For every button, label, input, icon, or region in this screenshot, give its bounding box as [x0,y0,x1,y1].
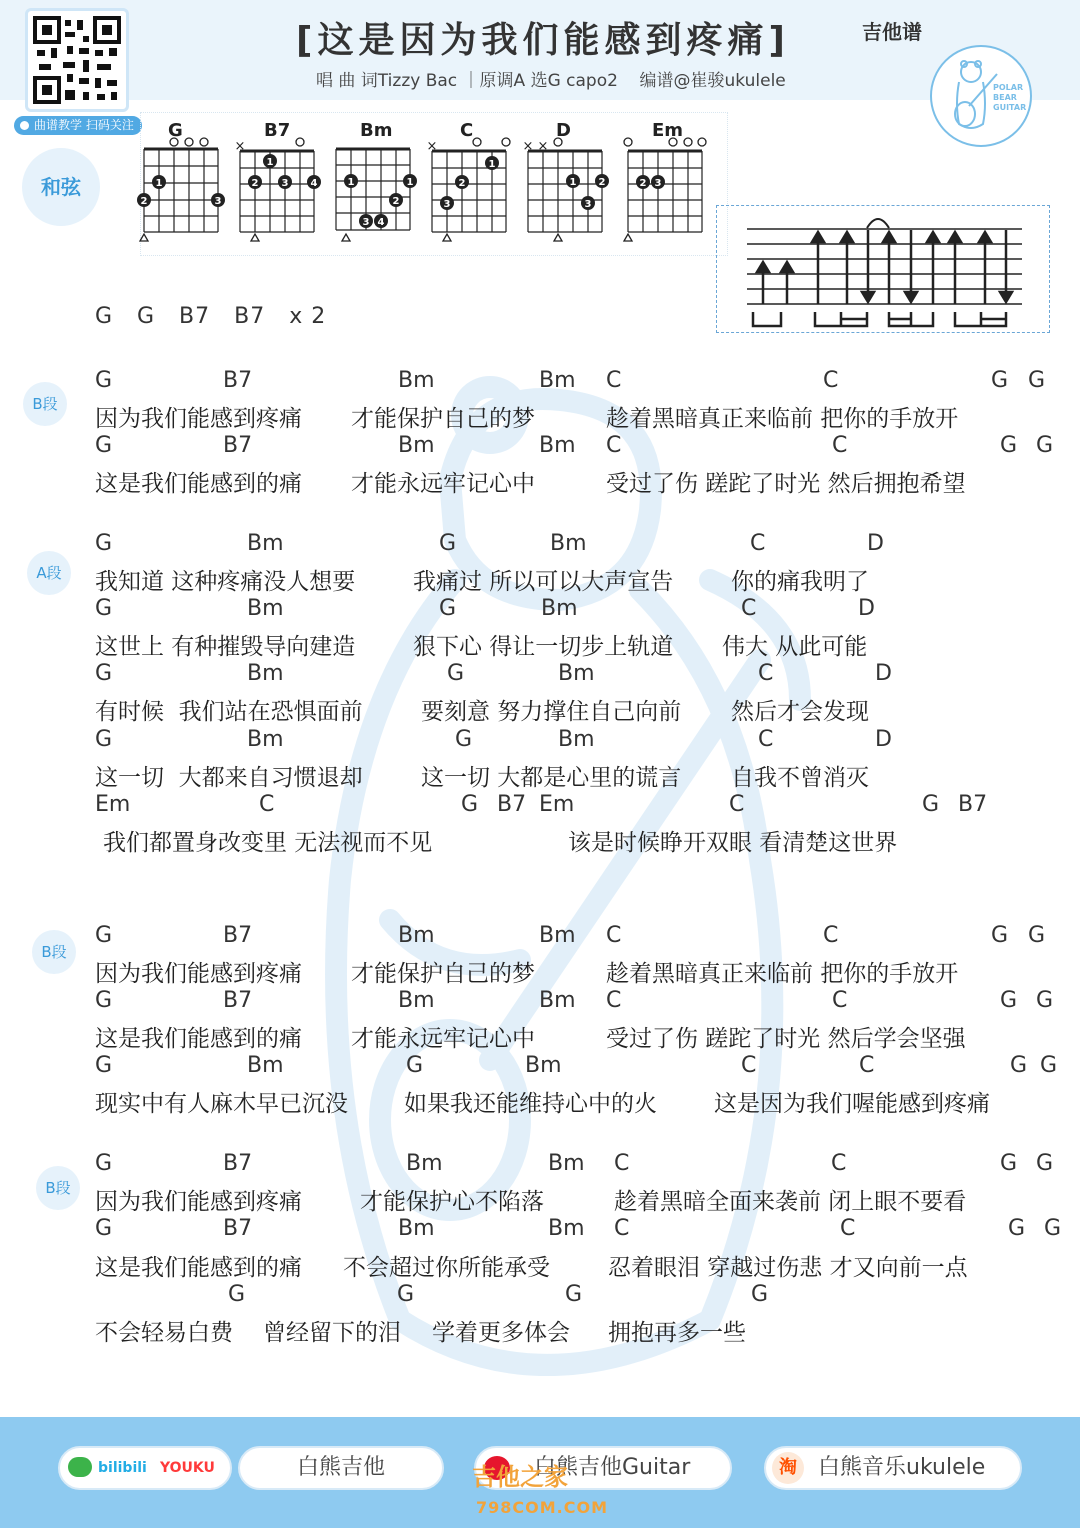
chord-line [0,988,1080,1018]
chord-symbol: Em [539,792,575,817]
lyric-phrase: 要刻意 努力撑住自己向前 [421,699,682,725]
chord-symbol: G [95,433,113,458]
svg-text:3: 3 [281,178,289,189]
chord-name-b7: B7 [264,120,291,141]
chord-symbol: C [859,1053,875,1078]
chord-symbol: G [1010,1053,1028,1078]
chord-symbol: D [867,531,884,556]
svg-text:3: 3 [584,199,592,210]
lyric-phrase: 忍着眼泪 穿越过伤悲 才又向前一点 [608,1255,968,1281]
video-platforms-pill[interactable] [58,1446,232,1490]
youku-icon: YOUKU [160,1460,215,1476]
chord-symbol: G [447,661,465,686]
chord-symbol: Bm [247,727,284,752]
lyric-phrase: 我们都置身改变里 无法视而不见 [103,830,433,856]
lyric-line [0,563,1080,593]
chord-symbol: C [741,596,757,621]
chord-symbol: C [606,433,622,458]
chord-symbol: G [95,1216,113,1241]
svg-text:2: 2 [251,178,259,189]
chord-symbol: C [614,1151,630,1176]
lyric-line [0,955,1080,985]
lyric-phrase: 然后才会发现 [731,699,869,725]
chord-symbol: D [858,596,875,621]
lyric-phrase: 因为我们能感到疼痛 [95,1189,302,1215]
chord-symbol: G [1000,433,1018,458]
lyric-line [0,465,1080,495]
logo-text-line-1: POLAR [993,83,1024,92]
lyric-line [0,1249,1080,1279]
lyric-phrase: 才能保护自己的梦 [351,961,535,987]
lyric-phrase: 趁着黑暗全面来袭前 闭上眼不要看 [614,1189,967,1215]
lyric-phrase: 因为我们能感到疼痛 [95,961,302,987]
lyric-phrase: 这是我们能感到的痛 [95,1026,302,1052]
chord-symbol: G [95,988,113,1013]
chord-symbol: Bm [398,988,435,1013]
chord-symbol: Bm [398,368,435,393]
chord-symbol: G [1000,1151,1018,1176]
chord-symbol: Bm [558,727,595,752]
section-label-a: A段 [27,551,71,595]
svg-text:3: 3 [443,199,451,210]
chord-symbol: C [823,923,839,948]
chord-symbol: G [461,792,479,817]
chord-symbol: B7 [223,1151,253,1176]
chord-symbol: G [95,368,113,393]
chord-symbol: C [758,727,774,752]
chord-symbol: G [1036,988,1054,1013]
chord-line [0,1216,1080,1246]
lyric-phrase: 不会超过你所能承受 [343,1255,550,1281]
chord-symbol: G [565,1282,583,1307]
chord-line [0,727,1080,757]
lyric-phrase: 这是我们能感到的痛 [95,1255,302,1281]
chord-symbol: G [95,531,113,556]
chord-symbol: Bm [247,661,284,686]
chord-name-bm: Bm [360,120,393,141]
lyric-phrase: 因为我们能感到疼痛 [95,406,302,432]
lyric-phrase: 狠下心 得让一切步上轨道 [413,634,674,660]
chord-symbol: C [259,792,275,817]
chord-symbol: B7 [223,988,253,1013]
chord-symbol: G [397,1282,415,1307]
wechat-icon [68,1457,92,1477]
svg-text:×: × [426,139,438,154]
chord-diagram-bm [336,120,417,241]
chord-symbol: Bm [548,1216,585,1241]
chord-symbol: B7 [223,433,253,458]
lyric-phrase: 拥抱再多一些 [608,1320,746,1346]
chord-diagrams [0,0,740,260]
strum-pattern [717,206,1051,334]
svg-text:4: 4 [310,178,318,189]
lyric-phrase: 这一切 大都来自习惯退却 [95,765,363,791]
chord-symbol: Bm [539,433,576,458]
chord-symbol: G [991,368,1009,393]
svg-text:×: × [522,139,534,154]
chord-diagram-g [137,120,225,241]
section-label-b: B段 [36,1166,80,1210]
lyric-phrase: 如果我还能维持心中的火 [404,1091,657,1117]
chord-symbol: C [741,1053,757,1078]
chord-symbol: Bm [406,1151,443,1176]
svg-text:1: 1 [406,177,414,188]
svg-text:2: 2 [140,196,148,207]
chord-symbol: Em [95,792,131,817]
svg-text:×: × [234,139,246,154]
chord-symbol: G [95,923,113,948]
chord-symbol: Bm [398,433,435,458]
chord-symbol: C [832,988,848,1013]
lyric-phrase: 这世上 有种摧毁导向建造 [95,634,356,660]
lyric-phrase: 趁着黑暗真正来临前 把你的手放开 [606,406,959,432]
chord-diagram-c [427,120,510,241]
song-credits: 唱 曲 词Tizzy Bac ｜原调A 选G capo2 编谱@崔骏ukulele [316,71,786,91]
chord-symbol: G [95,1053,113,1078]
taobao-icon: 淘 [772,1452,804,1484]
lyric-phrase: 受过了伤 蹉跎了时光 然后学会坚强 [606,1026,966,1052]
chord-symbol: G [751,1282,769,1307]
chord-symbol: Bm [247,1053,284,1078]
svg-text:3: 3 [362,217,370,228]
chord-line [0,661,1080,691]
site-watermark-url: 798COM.COM [476,1498,609,1517]
lyric-phrase: 才能保护自己的梦 [351,406,535,432]
chord-symbol: C [840,1216,856,1241]
chord-symbol: G [455,727,473,752]
chord-line [0,792,1080,822]
svg-text:3: 3 [214,196,222,207]
song-title: [这是因为我们能感到疼痛] [296,20,790,61]
chord-symbol: B7 [223,1216,253,1241]
lyric-phrase: 不会轻易白费 [95,1320,233,1346]
chord-symbol: B7 [958,792,988,817]
chord-symbol: G [406,1053,424,1078]
lyric-phrase: 有时候 我们站在恐惧面前 [95,699,363,725]
svg-text:4: 4 [377,217,385,228]
chord-symbol: G [95,727,113,752]
chord-symbol: G [922,792,940,817]
lyric-phrase: 才能永远牢记心中 [351,1026,535,1052]
chord-symbol: Bm [539,923,576,948]
svg-text:2: 2 [458,178,466,189]
section-label-b: B段 [23,382,67,426]
svg-text:2: 2 [639,178,647,189]
lyric-phrase: 学着更多体会 [432,1320,570,1346]
chord-symbol: Bm [548,1151,585,1176]
chord-symbol: Bm [541,596,578,621]
lyric-phrase: 这一切 大都是心里的谎言 [421,765,682,791]
chord-line [0,368,1080,398]
chord-name-d: D [556,120,571,141]
chord-symbol: B7 [497,792,527,817]
lyric-phrase: 该是时候睁开双眼 看清楚这世界 [568,830,898,856]
svg-text:1: 1 [569,177,577,188]
chord-diagram-b7 [235,120,321,241]
chord-symbol: Bm [398,1216,435,1241]
svg-text:1: 1 [347,177,355,188]
chord-symbol: G [95,661,113,686]
svg-text:1: 1 [266,157,274,168]
channel-label: 白熊音乐ukulele [818,1455,986,1480]
channel-baixiong-guitar[interactable]: 白熊吉他 [238,1446,444,1490]
qr-caption: 曲谱教学 扫码关注 [14,116,142,135]
lyric-line [0,693,1080,723]
chord-symbol: C [606,368,622,393]
lyric-phrase: 这是我们能感到的痛 [95,471,302,497]
chord-symbol: G [1040,1053,1058,1078]
lyric-phrase: 曾经留下的泪 [263,1320,401,1346]
lyric-phrase: 伟大 从此可能 [722,634,868,660]
chord-symbol: G [1008,1216,1026,1241]
chord-symbol: C [606,988,622,1013]
lyric-line [0,1085,1080,1115]
chord-symbol: G [439,596,457,621]
chord-symbol: B7 [223,923,253,948]
chord-diagram-d [523,120,609,241]
lyric-phrase: 受过了伤 蹉跎了时光 然后拥抱希望 [606,471,966,497]
chord-diagram-em [624,120,706,241]
chord-symbol: G [1036,1151,1054,1176]
lyric-line [0,759,1080,789]
chord-symbol: G [1028,923,1046,948]
lyric-phrase: 现实中有人麻木早已沉没 [95,1091,348,1117]
lyric-line [0,1314,1080,1344]
section-label-b: B段 [32,930,76,974]
chord-symbol: G [991,923,1009,948]
intro-chords: G G B7 B7 x 2 [95,304,327,329]
chord-symbol: Bm [525,1053,562,1078]
chord-symbol: G [95,1151,113,1176]
chord-name-g: G [168,120,183,141]
chord-symbol: G [228,1282,246,1307]
bilibili-icon: bilibili [98,1460,147,1476]
chord-symbol: G [1000,988,1018,1013]
lyric-line [0,1183,1080,1213]
svg-text:2: 2 [598,177,606,188]
chord-symbol: G [1044,1216,1062,1241]
lyric-phrase: 你的痛我明了 [731,569,869,595]
chord-line [0,1151,1080,1181]
chord-symbol: B7 [223,368,253,393]
chord-symbol: Bm [558,661,595,686]
chord-symbol: C [606,923,622,948]
lyric-phrase: 我痛过 所以可以大声宣告 [413,569,674,595]
chord-symbol: C [750,531,766,556]
lyric-phrase: 才能永远牢记心中 [351,471,535,497]
chord-name-em: Em [652,120,684,141]
chord-line [0,531,1080,561]
chord-line [0,1282,1080,1312]
lyric-line [0,400,1080,430]
svg-text:1: 1 [488,159,496,170]
svg-text:1: 1 [155,178,163,189]
chord-symbol: G [95,596,113,621]
chord-symbol: Bm [550,531,587,556]
chord-symbol: C [758,661,774,686]
lyric-line [0,824,1080,854]
site-watermark: 吉他之家 [472,1463,568,1491]
lyric-phrase: 自我不曾消灭 [731,765,869,791]
chord-symbol: G [1028,368,1046,393]
lyric-phrase: 才能保护心不陷落 [360,1189,544,1215]
chord-symbol: C [729,792,745,817]
chord-symbol: C [831,1151,847,1176]
channel-label: 白熊吉他Guitar [534,1455,691,1480]
chord-symbol: Bm [247,596,284,621]
chord-symbol: D [875,727,892,752]
chord-name-c: C [460,120,474,141]
chord-line [0,923,1080,953]
lyric-line [0,1020,1080,1050]
lyric-line [0,628,1080,658]
svg-text:×: × [537,139,549,154]
chord-symbol: C [832,433,848,458]
logo-text-line-3: GUITAR [993,103,1027,112]
chord-symbol: G [1036,433,1054,458]
taobao-channel-pill[interactable] [764,1446,1022,1490]
polar-bear-guitar-logo [929,44,1033,160]
chord-symbol: C [614,1216,630,1241]
strum-pattern-box [716,205,1050,333]
chord-symbol: Bm [398,923,435,948]
chord-line [0,596,1080,626]
chord-symbol: G [439,531,457,556]
logo-text-line-2: BEAR [993,93,1017,102]
lyric-phrase: 我知道 这种疼痛没人想要 [95,569,356,595]
chord-symbol: D [875,661,892,686]
lyric-phrase: 这是因为我们喔能感到疼痛 [714,1091,990,1117]
svg-text:3: 3 [654,178,662,189]
chord-symbol: Bm [539,988,576,1013]
lyric-phrase: 趁着黑暗真正来临前 把你的手放开 [606,961,959,987]
svg-text:2: 2 [392,196,400,207]
chord-line [0,1053,1080,1083]
title-tag: 吉他谱 [862,20,922,44]
chord-symbol: C [823,368,839,393]
chord-line [0,433,1080,463]
chord-symbol: Bm [247,531,284,556]
chord-symbol: Bm [539,368,576,393]
chord-section-label: 和弦 [22,148,100,226]
